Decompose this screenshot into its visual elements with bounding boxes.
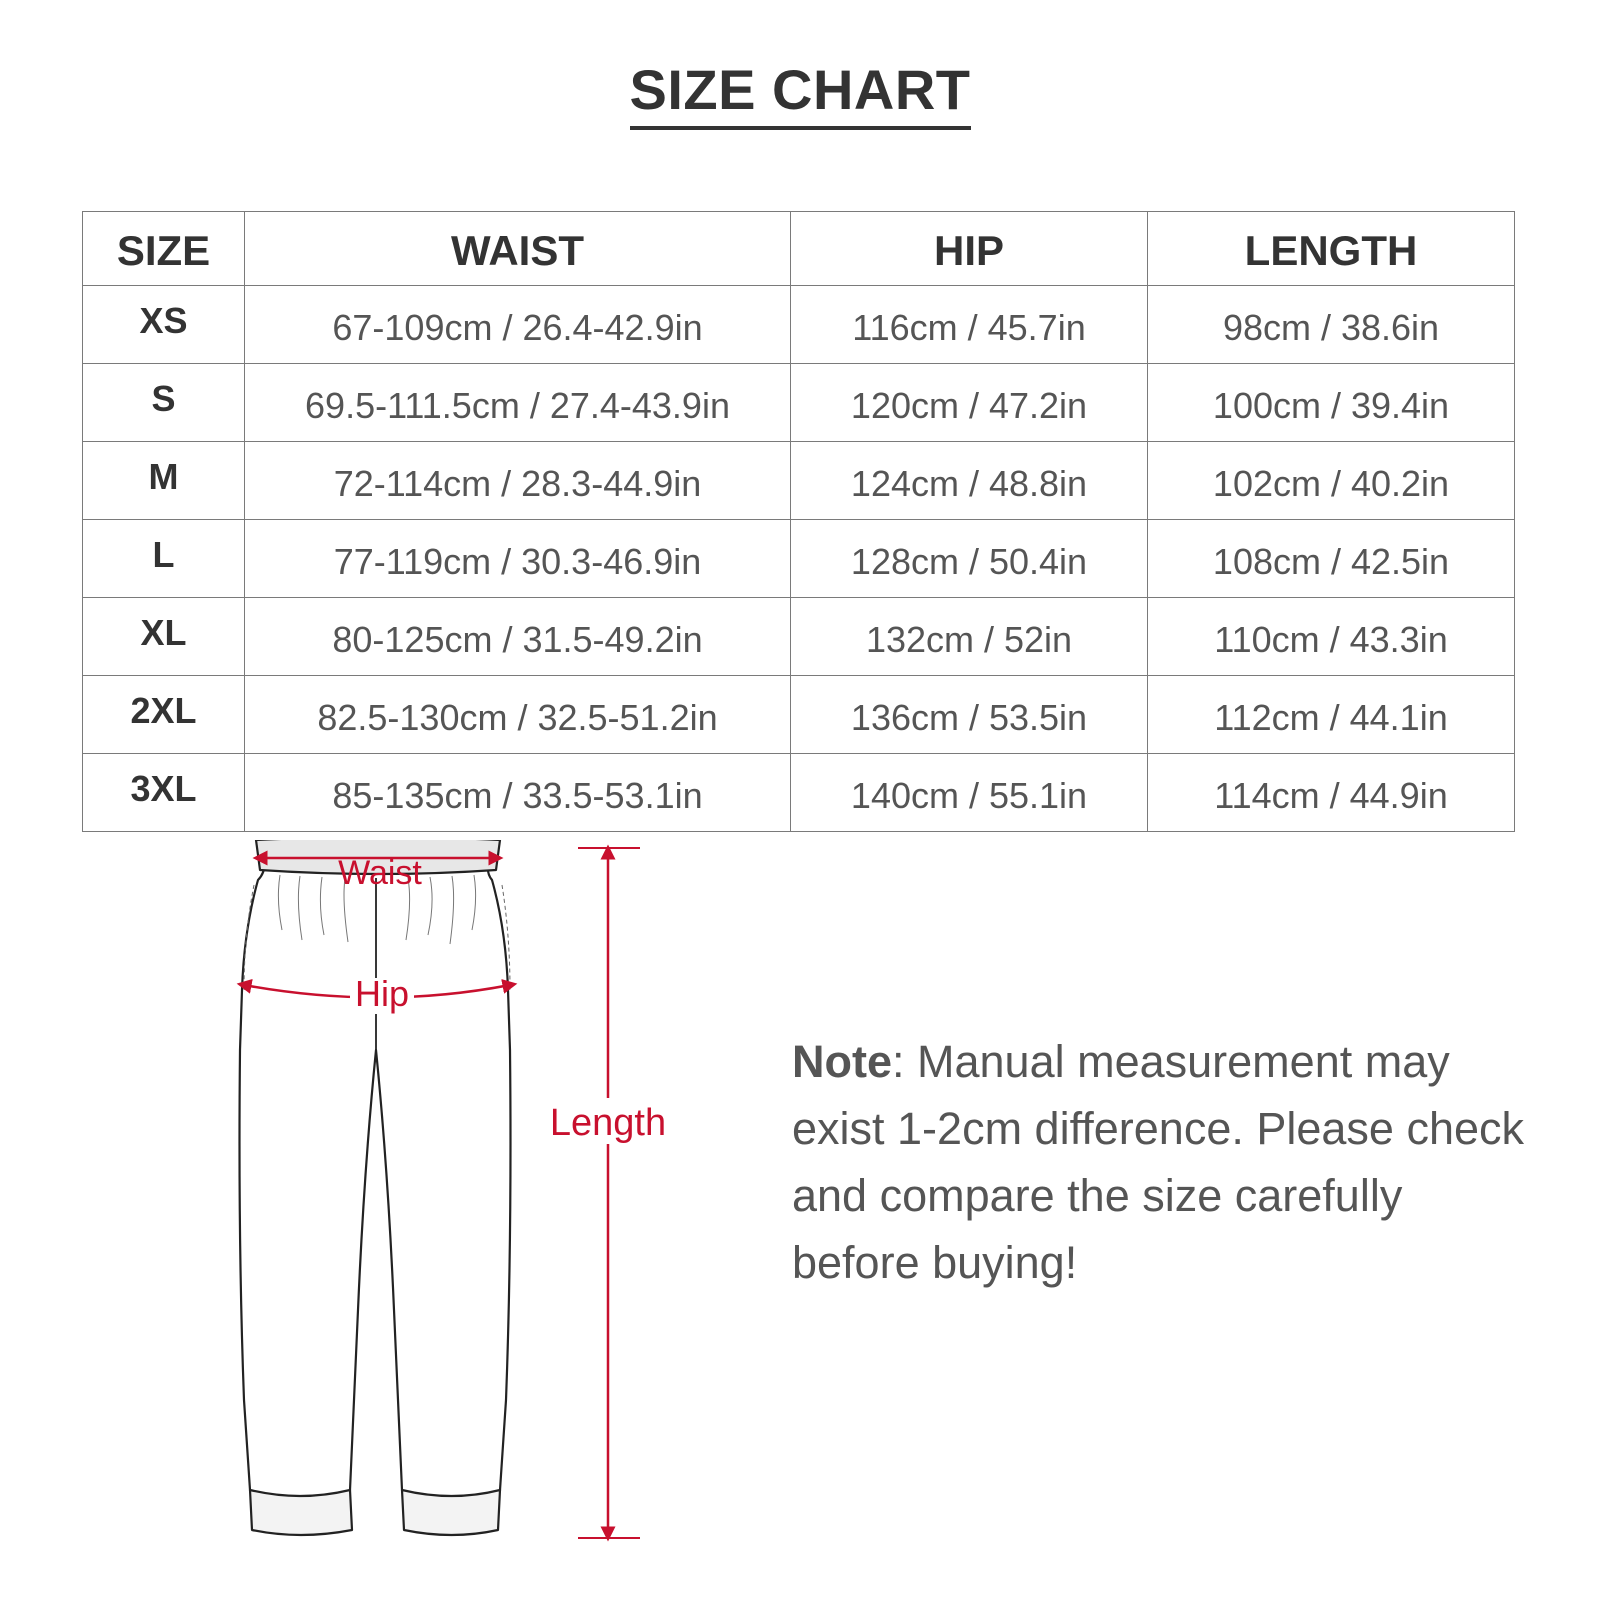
waist-cell: 80-125cm / 31.5-49.2in bbox=[245, 598, 791, 676]
header-waist: WAIST bbox=[245, 212, 791, 286]
waist-cell: 82.5-130cm / 32.5-51.2in bbox=[245, 676, 791, 754]
table-row bbox=[83, 364, 1515, 442]
hip-cell: 116cm / 45.7in bbox=[791, 286, 1148, 364]
table-row bbox=[83, 598, 1515, 676]
table-row bbox=[83, 442, 1515, 520]
waist-label: Waist bbox=[338, 854, 422, 892]
header-size: SIZE bbox=[83, 212, 245, 286]
pants-outline bbox=[240, 840, 511, 1535]
length-cell: 100cm / 39.4in bbox=[1148, 364, 1515, 442]
size-table bbox=[82, 211, 1515, 832]
header-hip: HIP bbox=[791, 212, 1148, 286]
table-row bbox=[83, 520, 1515, 598]
size-chart-title-text: SIZE CHART bbox=[630, 62, 971, 130]
size-cell: S bbox=[83, 364, 245, 442]
waist-cell: 69.5-111.5cm / 27.4-43.9in bbox=[245, 364, 791, 442]
size-cell: 2XL bbox=[83, 676, 245, 754]
size-cell: M bbox=[83, 442, 245, 520]
table-row bbox=[83, 286, 1515, 364]
length-measure bbox=[550, 848, 666, 1538]
length-cell: 112cm / 44.1in bbox=[1148, 676, 1515, 754]
size-cell: 3XL bbox=[83, 754, 245, 832]
pants-diagram-svg bbox=[230, 840, 690, 1580]
hip-label: Hip bbox=[354, 973, 410, 1014]
length-label: Length bbox=[549, 1102, 667, 1144]
length-cell: 98cm / 38.6in bbox=[1148, 286, 1515, 364]
length-cell: 108cm / 42.5in bbox=[1148, 520, 1515, 598]
size-cell: XS bbox=[83, 286, 245, 364]
length-cell: 102cm / 40.2in bbox=[1148, 442, 1515, 520]
hip-cell: 124cm / 48.8in bbox=[791, 442, 1148, 520]
hip-cell: 132cm / 52in bbox=[791, 598, 1148, 676]
pants-diagram bbox=[230, 840, 690, 1580]
waist-cell: 85-135cm / 33.5-53.1in bbox=[245, 754, 791, 832]
table-row bbox=[83, 754, 1515, 832]
note-label: Note bbox=[792, 1036, 892, 1087]
size-cell: L bbox=[83, 520, 245, 598]
waist-cell: 72-114cm / 28.3-44.9in bbox=[245, 442, 791, 520]
note-text: : Manual measurement may exist 1-2cm difference. Please check and compare the size carefully before buying! bbox=[792, 1036, 1525, 1288]
length-cell: 110cm / 43.3in bbox=[1148, 598, 1515, 676]
measurement-note bbox=[792, 1028, 1532, 1296]
header-length: LENGTH bbox=[1148, 212, 1515, 286]
waist-cell: 77-119cm / 30.3-46.9in bbox=[245, 520, 791, 598]
hip-cell: 120cm / 47.2in bbox=[791, 364, 1148, 442]
size-chart-title bbox=[0, 58, 1600, 130]
table-header-row bbox=[83, 212, 1515, 286]
waist-cell: 67-109cm / 26.4-42.9in bbox=[245, 286, 791, 364]
length-cell: 114cm / 44.9in bbox=[1148, 754, 1515, 832]
size-cell: XL bbox=[83, 598, 245, 676]
hip-cell: 136cm / 53.5in bbox=[791, 676, 1148, 754]
hip-cell: 140cm / 55.1in bbox=[791, 754, 1148, 832]
table-row bbox=[83, 676, 1515, 754]
hip-cell: 128cm / 50.4in bbox=[791, 520, 1148, 598]
